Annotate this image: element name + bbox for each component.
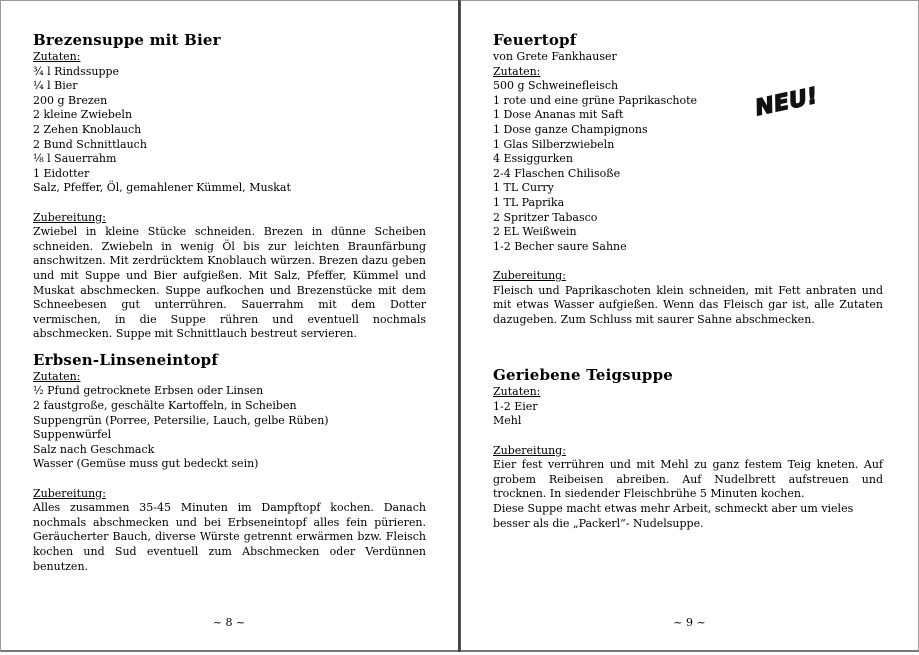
right-page xyxy=(460,0,919,652)
preparation-text: Zwiebel in kleine Stücke schneiden. Brezen in dünne Scheiben schneiden. Zwiebeln in wenig Öl bis zur leichten Braunfärbung anschwitzen. Mit zerdrücktem Knoblauch würzen. Brezen dazu geben und mit Suppe und Bier aufgießen. Mit Salz, Pfeffer, Kümmel und Muskat abschmecken. Suppe aufkochen und Brezenstücke mit dem Schneebesen gut unterrühren. Sauerrahm mit dem Dotter vermischen, in die Suppe rühren und eventuell nochmals abschmecken. Suppe mit Schnittlauch bestreut servieren. xyxy=(33,225,426,341)
ingredients-list xyxy=(493,79,883,254)
ingredient: 500 g Schweinefleisch xyxy=(493,79,619,93)
ingredients-list xyxy=(493,400,883,429)
ingredient: Mehl xyxy=(493,414,522,428)
left-page xyxy=(0,0,458,652)
right-page-content xyxy=(493,30,883,531)
ingredient: 1-2 Eier xyxy=(493,399,538,413)
recipe-title: Geriebene Teigsuppe xyxy=(493,366,674,385)
ingredient: 2-4 Flaschen Chilisoße xyxy=(493,166,621,180)
ingredient: 1 Glas Silberzwiebeln xyxy=(493,137,615,151)
ingredient: 4 Essiggurken xyxy=(493,152,574,166)
ingredient: ¼ l Bier xyxy=(33,79,78,93)
ingredient: 200 g Brezen xyxy=(33,93,108,107)
preparation-label: Zubereitung: xyxy=(33,486,106,500)
ingredient: 1-2 Becher saure Sahne xyxy=(493,239,627,253)
ingredients-list xyxy=(33,384,426,472)
recipe-author: von Grete Fankhauser xyxy=(493,50,617,63)
preparation-text-extra: Diese Suppe macht etwas mehr Arbeit, schmeckt aber um vieles besser als die „Packerl“- Nudelsuppe. xyxy=(493,502,854,530)
ingredient: ½ Pfund getrocknete Erbsen oder Linsen xyxy=(33,384,264,398)
ingredient: ⅛ l Sauerrahm xyxy=(33,152,117,166)
neu-badge-text: NEU! xyxy=(753,83,821,122)
ingredient: Salz, Pfeffer, Öl, gemahlener Kümmel, Muskat xyxy=(33,181,291,195)
ingredient: Suppenwürfel xyxy=(33,428,112,442)
recipe-title: Brezensuppe mit Bier xyxy=(33,31,221,49)
ingredient: 1 Eidotter xyxy=(33,166,90,180)
ingredient: 2 Zehen Knoblauch xyxy=(33,122,142,136)
preparation-text: Alles zusammen 35-45 Minuten im Dampftopf kochen. Danach nochmals abschmecken und bei Erbseneintopf alles fein pürieren. Geräucherter Bauch, diverse Würste getrennt erwärmen bzw. Fleisch kochen und Sud eventuell zum Abschmecken oder Verdünnen benutzen. xyxy=(33,501,426,573)
ingredients-label: Zutaten: xyxy=(493,385,541,399)
ingredient: Salz nach Geschmack xyxy=(33,442,155,456)
ingredient: Wasser (Gemüse muss gut bedeckt sein) xyxy=(33,457,259,471)
neu-badge xyxy=(750,76,821,122)
ingredients-label: Zutaten: xyxy=(33,50,81,63)
preparation-label: Zubereitung: xyxy=(493,268,566,282)
ingredients-label: Zutaten: xyxy=(493,64,541,78)
preparation-label: Zubereitung: xyxy=(493,443,566,457)
preparation-text: Eier fest verrühren und mit Mehl zu ganz festem Teig kneten. Auf grobem Reibeisen abreiben. Auf Nudelbrett aufstreuen und trocknen. In siedender Fleischbrühe 5 Minuten kochen. xyxy=(493,458,883,501)
ingredient: 1 Dose Ananas mit Saft xyxy=(493,108,624,122)
ingredient: 2 EL Weißwein xyxy=(493,225,577,239)
ingredient: 1 rote und eine grüne Paprikaschote xyxy=(493,93,698,107)
preparation-label: Zubereitung: xyxy=(33,210,106,224)
ingredient: 2 kleine Zwiebeln xyxy=(33,108,133,122)
ingredient: 1 TL Curry xyxy=(493,181,554,195)
recipe-title: Feuertopf xyxy=(493,31,577,49)
ingredient: Suppengrün (Porree, Petersilie, Lauch, gelbe Rüben) xyxy=(33,413,329,427)
ingredient: 1 Dose ganze Champignons xyxy=(493,122,648,136)
ingredient: ¾ l Rindssuppe xyxy=(33,64,120,78)
recipe-title: Erbsen-Linseneintopf xyxy=(33,350,219,369)
page-number: ~ 8 ~ xyxy=(212,616,246,629)
ingredient: 1 TL Paprika xyxy=(493,195,565,209)
ingredients-list xyxy=(33,65,426,196)
ingredient: 2 Spritzer Tabasco xyxy=(493,210,598,224)
ingredients-label: Zutaten: xyxy=(33,369,81,383)
left-page-content xyxy=(33,30,426,574)
ingredient: 2 faustgroße, geschälte Kartoffeln, in Scheiben xyxy=(33,399,297,413)
page-number: ~ 9 ~ xyxy=(673,616,706,629)
preparation-text: Fleisch und Paprikaschoten klein schneiden, mit Fett anbraten und mit etwas Wasser aufgießen. Wenn das Fleisch gar ist, alle Zutaten dazugeben. Zum Schluss mit saurer Sahne abschmecken. xyxy=(493,283,883,326)
ingredient: 2 Bund Schnittlauch xyxy=(33,137,147,151)
